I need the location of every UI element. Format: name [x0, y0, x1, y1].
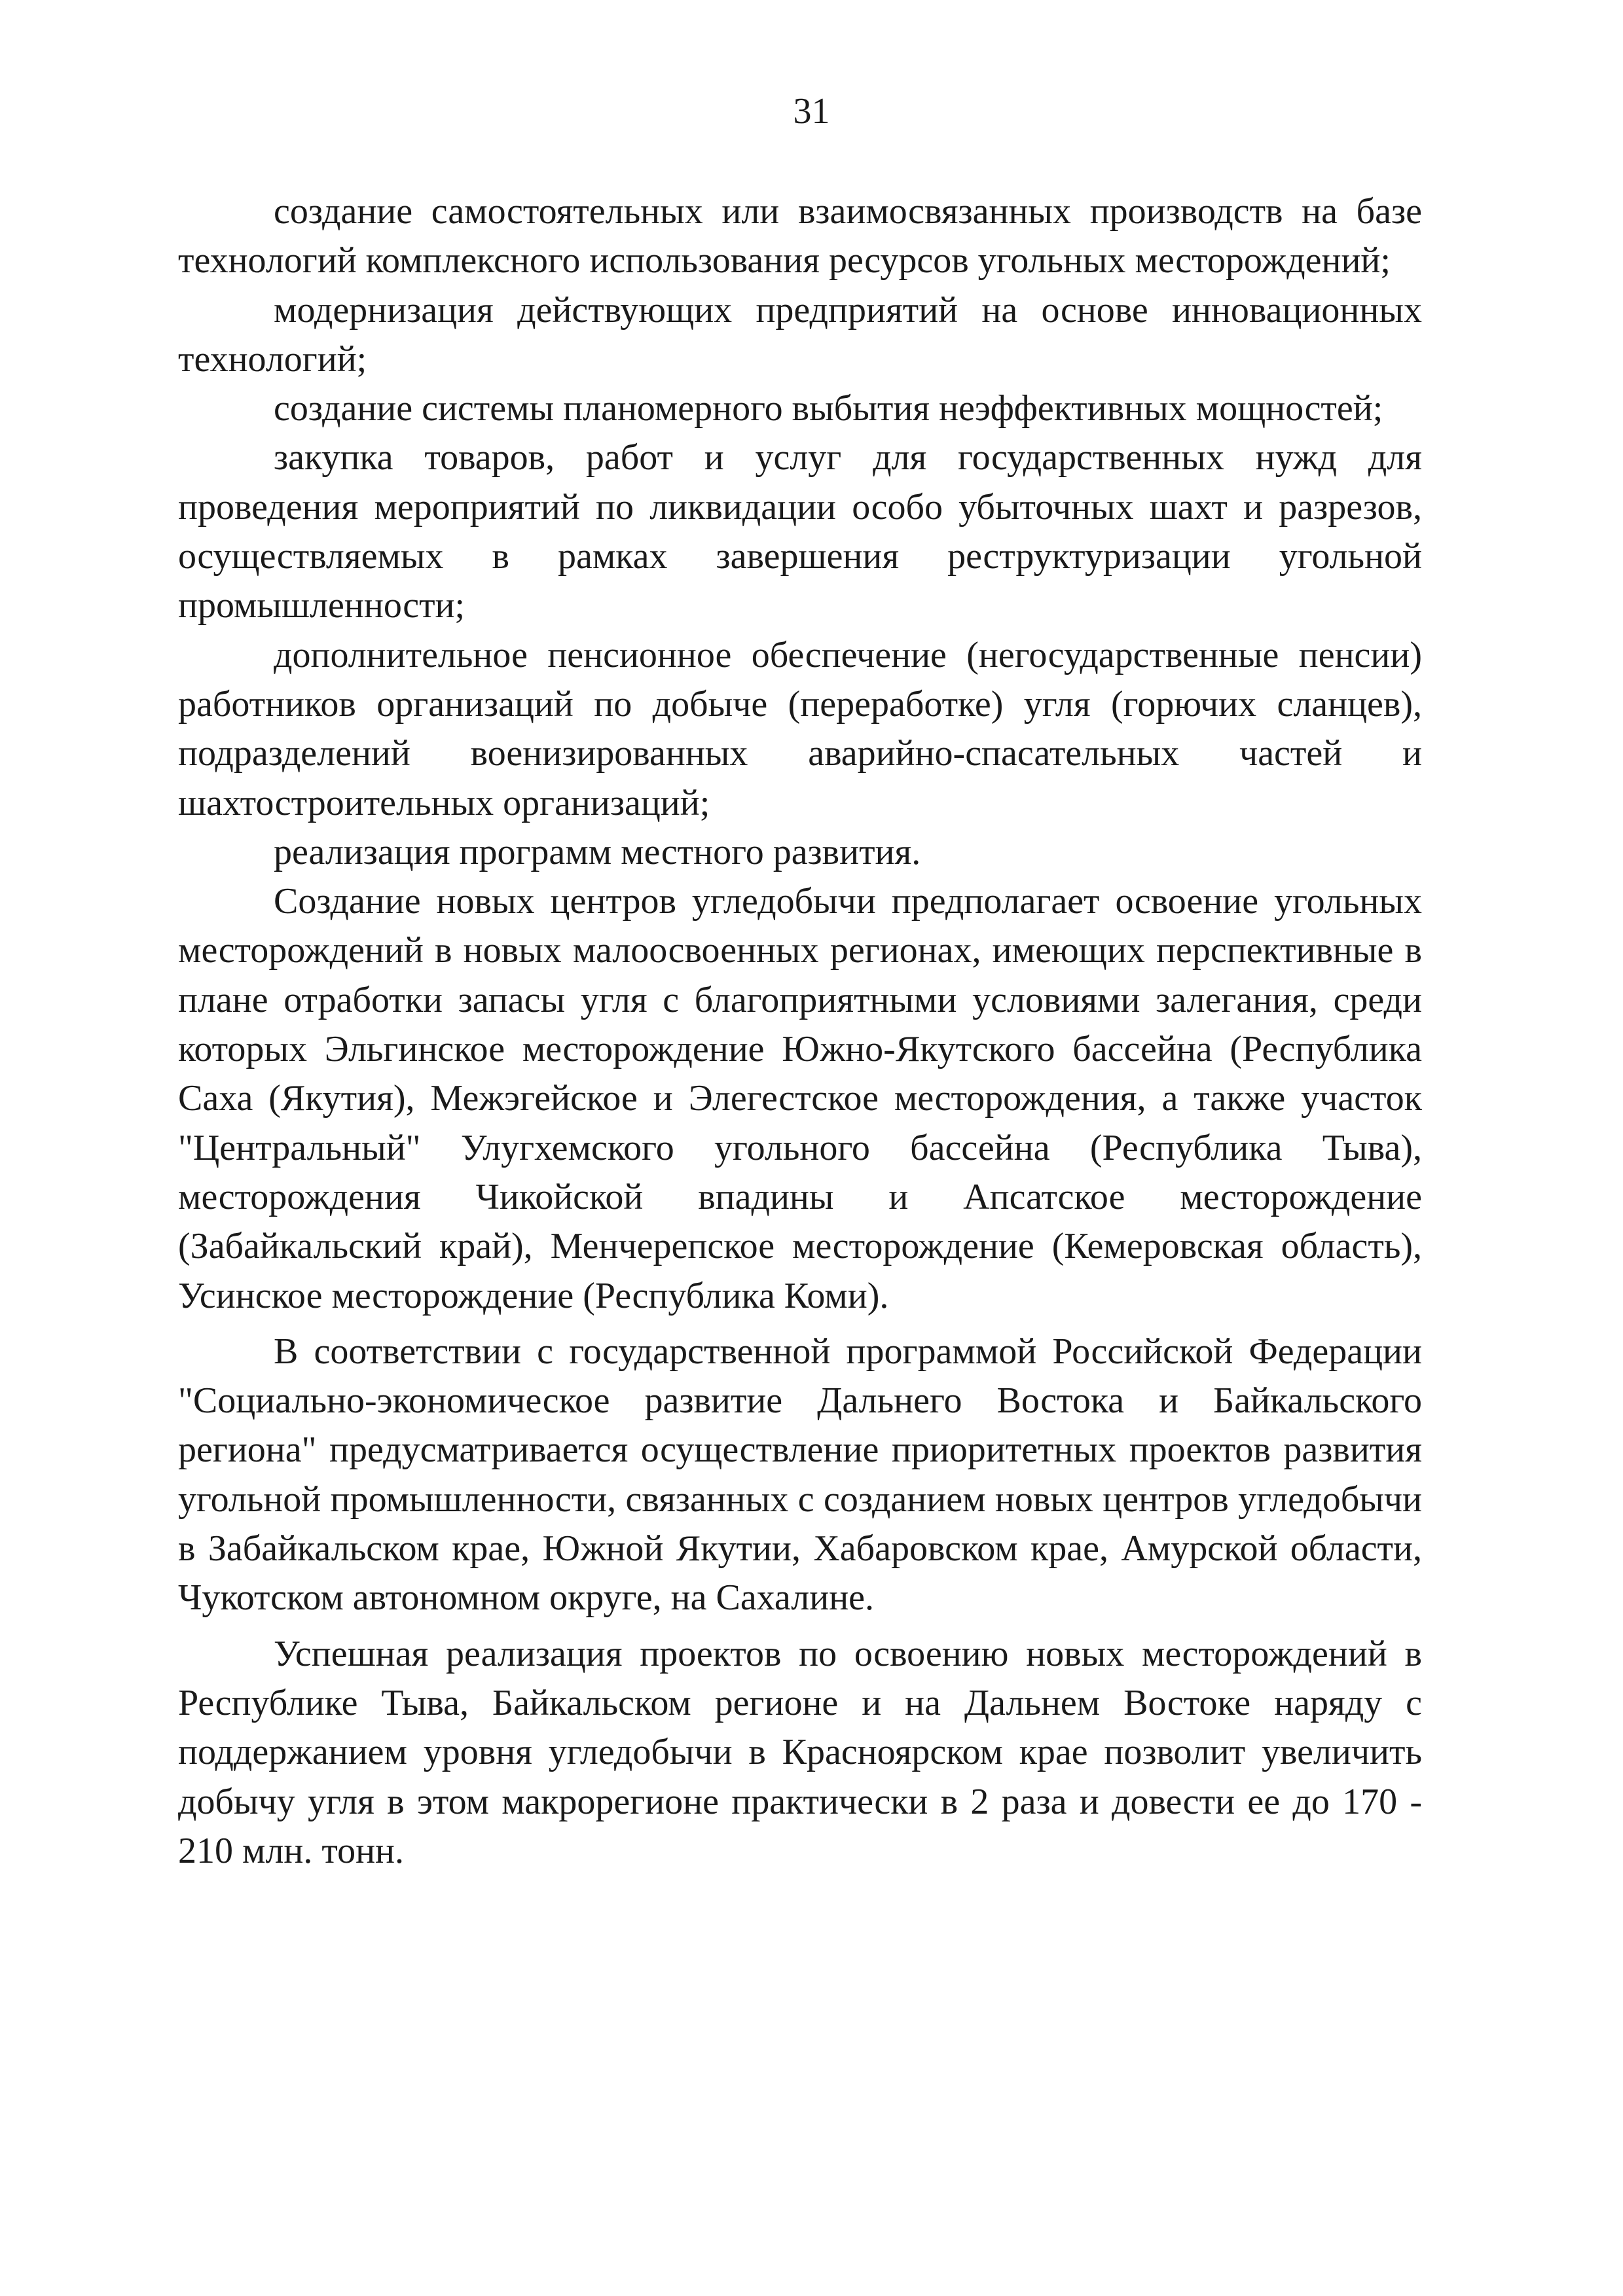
paragraph-4: закупка товаров, работ и услуг для государственных нужд для проведения мероприятий по ликвидации особо убыточных шахт и разрезов, осуществляемых в рамках завершения реструктуризации угольной промышленности; [178, 437, 1422, 626]
paragraph-8: В соответствии с государственной программой Российской Федерации "Социально-экономическое развитие Дальнего Востока и Байкальского региона" предусматривается осуществление приоритетных проектов развития угольной промышленности, связанных с созданием новых центров угледобычи в Забайкальском крае, Южной Якутии, Хабаровском крае, Амурской области, Чукотском автономном округе, на Сахалине. [178, 1331, 1422, 1619]
paragraph-9: Успешная реализация проектов по освоению новых месторождений в Республике Тыва, Байкальском регионе и на Дальнем Востоке наряду с поддержанием уровня угледобычи в Красноярском крае позволит увеличить добычу угля в этом макрорегионе практически в 2 раза и довести ее до 170 - 210 млн. тонн. [178, 1633, 1422, 1871]
paragraph-2: модернизация действующих предприятий на основе инновационных технологий; [178, 289, 1422, 380]
paragraph-3: создание системы планомерного выбытия неэффективных мощностей; [274, 388, 1383, 429]
paragraph-1: создание самостоятельных или взаимосвязанных производств на базе технологий комплексного использования ресурсов угольных месторождений; [178, 191, 1422, 281]
paragraph-5: дополнительное пенсионное обеспечение (негосударственные пенсии) работников организаций по добыче (переработке) угля (горючих сланцев), подразделений военизированных аварийно-спасательных частей и шахтостроительных организаций; [178, 634, 1422, 823]
document-body [178, 187, 1422, 1876]
paragraph-7: Создание новых центров угледобычи предполагает освоение угольных месторождений в новых малоосвоенных регионах, имеющих перспективные в плане отработки запасы угля с благоприятными условиями залегания, среди которых Эльгинское месторождение Южно-Якутского бассейна (Республика Саха (Якутия), Межэгейское и Элегестское месторождения, а также участок "Центральный" Улугхемского угольного бассейна (Республика Тыва), месторождения Чикойской впадины и Апсатское месторождение (Забайкальский край), Менчерепское месторождение (Кемеровская область), Усинское месторождение (Республика Коми). [178, 881, 1422, 1316]
paragraph-6: реализация программ местного развития. [274, 831, 921, 872]
page-number: 31 [793, 91, 830, 132]
